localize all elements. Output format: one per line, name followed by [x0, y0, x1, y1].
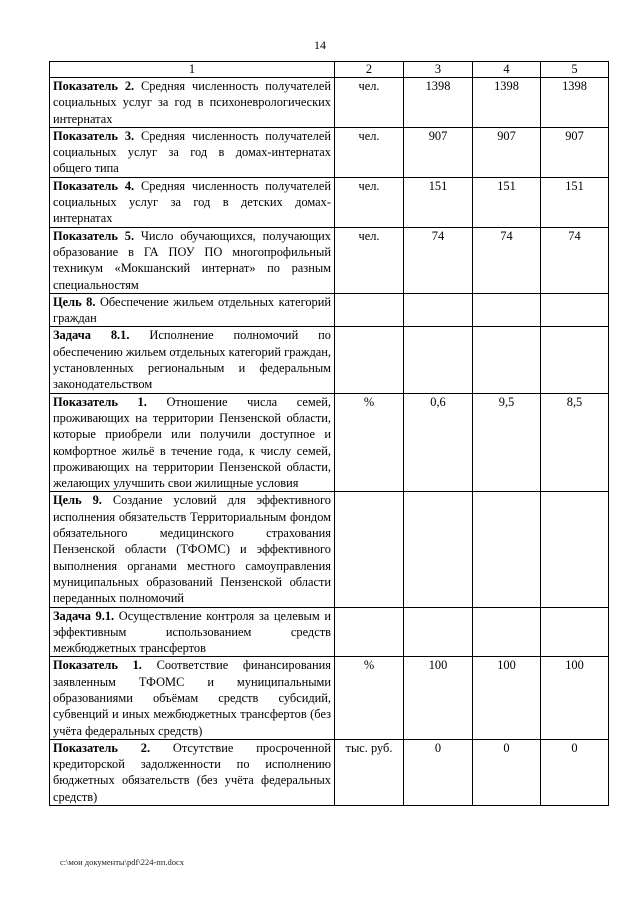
row-text: Обеспечение жильем отдельных категорий граждан — [53, 294, 331, 326]
row-text: Соответствие финансирования заявленным ТФОМС и муниципальными образованиями объёмам средств субсидий, субвенций и иных межбюджетных трансфертов (без учёта федеральных средств) — [53, 658, 331, 738]
unit-cell: % — [335, 393, 404, 492]
row-text: Число обучающихся, получающих образование в ГА ПОУ ПО многопрофильный техникум «Мокшанский интернат» по разным специальностям — [53, 228, 331, 292]
table-header-row — [50, 62, 609, 78]
description-cell — [50, 393, 335, 492]
description-cell — [50, 607, 335, 657]
value-cell-3: 74 — [404, 227, 473, 293]
value-cell-3 — [404, 607, 473, 657]
row-label: Задача 8.1. — [53, 328, 130, 343]
row-label: Показатель 2. — [53, 740, 151, 755]
description-cell — [50, 657, 335, 739]
value-cell-3 — [404, 293, 473, 327]
table-row — [50, 127, 609, 177]
row-text: Средняя численность получателей социальных услуг за год в домах-интернатах общего типа — [53, 128, 331, 176]
description-cell — [50, 78, 335, 128]
row-label: Цель 9. — [53, 493, 102, 508]
row-text: Создание условий для эффективного исполнения обязательств Территориальным фондом обязательного медицинского страхования Пензенской области (ТФОМС) и эффективного выполнения органами местного самоуправления муниципальных образований Пензенской области переданных полномочий — [53, 493, 331, 606]
header-cell: 3 — [404, 62, 473, 78]
row-label: Показатель 1. — [53, 658, 142, 673]
value-cell-4: 0 — [473, 739, 541, 805]
table-row — [50, 393, 609, 492]
value-cell-5 — [541, 293, 609, 327]
value-cell-3 — [404, 327, 473, 393]
row-label: Задача 9.1. — [53, 608, 115, 623]
value-cell-4 — [473, 607, 541, 657]
value-cell-5: 0 — [541, 739, 609, 805]
row-text: Средняя численность получателей социальных услуг за год в детских домах-интернатах — [53, 178, 331, 226]
value-cell-3: 0 — [404, 739, 473, 805]
value-cell-4 — [473, 327, 541, 393]
table-row — [50, 227, 609, 293]
unit-cell: чел. — [335, 177, 404, 227]
row-label: Цель 8. — [53, 294, 96, 309]
value-cell-4: 907 — [473, 127, 541, 177]
value-cell-5: 100 — [541, 657, 609, 739]
unit-cell — [335, 293, 404, 327]
row-text: Осуществление контроля за целевым и эффективным использованием средств межбюджетных трансфертов — [53, 608, 331, 656]
value-cell-3: 151 — [404, 177, 473, 227]
value-cell-4 — [473, 293, 541, 327]
file-path-footer: c:\мои документы\pdf\224-пп.docx — [60, 857, 185, 867]
description-cell — [50, 327, 335, 393]
page-number: 14 — [314, 38, 326, 52]
description-cell — [50, 492, 335, 607]
unit-cell — [335, 607, 404, 657]
row-text: Отношение числа семей, проживающих на территории Пензенской области, которые приобрели или получили доступное и комфортное жильё в течение года, к числу семей, проживающих на территории Пензенской области, желающих улучшить свои жилищные условия — [53, 394, 331, 491]
row-label: Показатель 4. — [53, 178, 135, 193]
unit-cell: тыс. руб. — [335, 739, 404, 805]
description-cell — [50, 177, 335, 227]
description-cell — [50, 227, 335, 293]
value-cell-4: 151 — [473, 177, 541, 227]
table-row — [50, 78, 609, 128]
row-label: Показатель 5. — [53, 228, 135, 243]
indicators-table — [49, 61, 609, 806]
row-text: Отсутствие просроченной кредиторской задолженности по исполнению бюджетных обязательств (без учёта федеральных средств) — [53, 740, 331, 804]
value-cell-5: 1398 — [541, 78, 609, 128]
table-row — [50, 327, 609, 393]
value-cell-4: 9,5 — [473, 393, 541, 492]
description-cell — [50, 739, 335, 805]
unit-cell: чел. — [335, 78, 404, 128]
row-text: Средняя численность получателей социальных услуг за год в психоневрологических интернатах — [53, 79, 331, 126]
unit-cell: % — [335, 657, 404, 739]
row-text: Исполнение полномочий по обеспечению жильем отдельных категорий граждан, установленных региональным и федеральным законодательством — [53, 328, 331, 392]
table-row — [50, 177, 609, 227]
unit-cell — [335, 327, 404, 393]
value-cell-3: 1398 — [404, 78, 473, 128]
description-cell — [50, 293, 335, 327]
value-cell-5: 74 — [541, 227, 609, 293]
row-label: Показатель 3. — [53, 128, 135, 143]
row-label: Показатель 2. — [53, 79, 135, 93]
header-cell: 1 — [50, 62, 335, 78]
table-row — [50, 293, 609, 327]
value-cell-5 — [541, 607, 609, 657]
value-cell-4: 100 — [473, 657, 541, 739]
table-row — [50, 607, 609, 657]
value-cell-3 — [404, 492, 473, 607]
table-row — [50, 657, 609, 739]
row-label: Показатель 1. — [53, 394, 147, 409]
value-cell-4: 74 — [473, 227, 541, 293]
value-cell-3: 100 — [404, 657, 473, 739]
value-cell-3: 0,6 — [404, 393, 473, 492]
unit-cell: чел. — [335, 227, 404, 293]
value-cell-4 — [473, 492, 541, 607]
value-cell-5 — [541, 492, 609, 607]
value-cell-4: 1398 — [473, 78, 541, 128]
unit-cell: чел. — [335, 127, 404, 177]
header-cell: 2 — [335, 62, 404, 78]
table-row — [50, 492, 609, 607]
value-cell-3: 907 — [404, 127, 473, 177]
header-cell: 4 — [473, 62, 541, 78]
value-cell-5 — [541, 327, 609, 393]
unit-cell — [335, 492, 404, 607]
value-cell-5: 8,5 — [541, 393, 609, 492]
header-cell: 5 — [541, 62, 609, 78]
description-cell — [50, 127, 335, 177]
value-cell-5: 907 — [541, 127, 609, 177]
value-cell-5: 151 — [541, 177, 609, 227]
table-row — [50, 739, 609, 805]
